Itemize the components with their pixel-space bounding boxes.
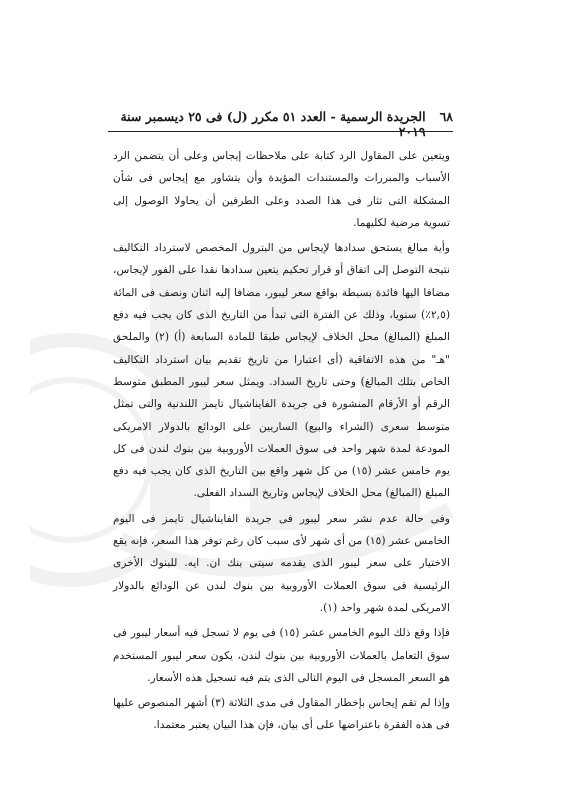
paragraph: وإذا لم تقم إيجاس بإخطار المقاول فى مدى الثلاثة (٣) أشهر المنصوص عليها فى هذه الفقرة باعتراضها على أى بيان، فإن هذا البيان يعتبر معتمدا. [113, 696, 450, 732]
header-divider [108, 131, 453, 132]
paragraph: ويتعين على المقاول الرد كتابة على ملاحظات إيجاس وعلى أن يتضمن الرد الأسباب والمبررات والمستندات المؤيدة وأن يتشاور مع إيجاس فى شأن المشكلة التى تثار فى هذا الصدد وعلى الطرفين أن يحاولا الوصول إلى تسوية مرضية لكليهما. [113, 149, 450, 229]
paragraph: وأية مبالغ يستحق سدادها لإيجاس من البترول المخصص لاسترداد التكاليف نتيجة التوصل إلى اتفاق أو قرار تحكيم يتعين سدادها نقدا على الفور لإيجاس، مضافا اليها فائدة بسيطة بواقع سعر ليبور، مضافا إليه اثنان ونصف فى المائة (٢,٥٪) سنويا، وذلك عن الفترة التى تبدأ من التاريخ الذى كان يجب فيه دفع المبلغ (المبالغ) محل الخلاف لإيجاس طبقا للمادة السابعة (أ) (٢) والملحق "هـ" من هذه الاتفاقية (أى اعتبارا من تاريخ تقديم بيان استرداد التكاليف الخاص بتلك المبالغ) وحتى تاريخ السداد. ويمثل سعر ليبور المطبق متوسط الرقم أو الأرقام المنشورة فى جريدة الفايناشيال تايمز اللندنية والتى تمثل متوسط سعرى (الشراء والبيع) الساريين على الودائع بالدولار الامريكى المودعة لمدة شهر واحد فى سوق العملات الأوروبية بين بنوك لندن فى كل يوم خامس عشر (١٥) من كل شهر واقع بين التاريخ الذى كان يجب فيه دفع المبلغ (المبالغ) محل الخلاف لإيجاس وتاريخ السداد الفعلى. [113, 241, 450, 500]
page-header [108, 109, 453, 139]
paragraph: فإذا وقع ذلك اليوم الخامس عشر (١٥) فى يوم لا تسجل فيه أسعار ليبور فى سوق التعامل بالعملات الأوروبية بين بنوك لندن، يكون سعر ليبور المستخدم هو السعر المسجل فى اليوم التالى الذى يتم فيه تسجيل هذه الأسعار. [113, 626, 450, 684]
gazette-title: الجريدة الرسمية - العدد ٥١ مكرر (ل) فى ٢٥ ديسمبر سنة ٢٠١٩ [120, 109, 426, 139]
paragraph: وفى حالة عدم نشر سعر ليبور فى جريدة الفايناشيال تايمز فى اليوم الخامس عشر (١٥) من أى شهر لأى سبب كان رغم توفر هذا السعر، فإنه يقع الاختيار على سعر ليبور الذى يقدمه سيتى بنك ان. ايه. للبنوك الأخرى الرئيسية فى سوق العملات الأوروبية بين بنوك لندن عن الودائع بالدولار الامريكى لمدة شهر واحد (١). [113, 511, 450, 614]
document-body [113, 145, 450, 740]
page-number: ٦٨ [439, 109, 453, 124]
